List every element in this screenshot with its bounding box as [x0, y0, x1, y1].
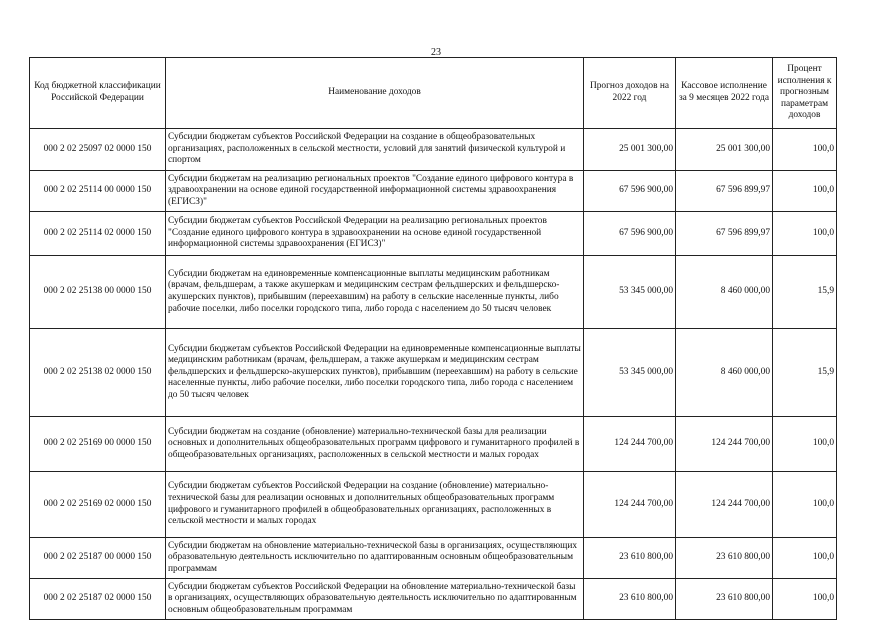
row-name: Субсидии бюджетам субъектов Российской Федерации на единовременные компенсационные выплаты медицинским работникам (врачам, фельдшерам, а также акушеркам и медицинским сестрам фельдшерских и фельдшерско-акушерских пунктов), прибывшим (переехавшим) на работу в сельские населенные пункты, либо рабочие поселки, либо поселки городского типа, либо города с населением до 50 тысяч человек: [166, 329, 584, 417]
row-name: Субсидии бюджетам субъектов Российской Федерации на создание в общеобразовательных организациях, расположенных в сельской местности, условий для занятий физической культурой и спортом: [166, 129, 584, 171]
row-executed: 67 596 899,97: [676, 171, 773, 212]
table-row: [30, 171, 837, 212]
row-code: 000 2 02 25187 02 0000 150: [30, 579, 166, 620]
row-executed: 67 596 899,97: [676, 212, 773, 256]
header-name: Наименование доходов: [166, 58, 584, 129]
row-name: Субсидии бюджетам на единовременные компенсационные выплаты медицинским работникам (врачам, фельдшерам, а также акушеркам и медицинским сестрам фельдшерских и фельдшерско-акушерских пунктов), прибывшим (переехавшим) на работу в сельские населенные пункты, либо рабочие поселки, либо поселки городского типа, либо города с населением до 50 тысяч человек: [166, 256, 584, 329]
row-code: 000 2 02 25114 00 0000 150: [30, 171, 166, 212]
row-executed: 124 244 700,00: [676, 417, 773, 472]
row-forecast: 23 610 800,00: [584, 579, 676, 620]
row-name: Субсидии бюджетам субъектов Российской Федерации на создание (обновление) материально-технической базы для реализации основных и дополнительных общеобразовательных программ цифрового и гуманитарного профилей в общеобразовательных организациях, расположенных в сельской местности и малых городах: [166, 472, 584, 538]
row-executed: 23 610 800,00: [676, 538, 773, 579]
row-code: 000 2 02 25138 02 0000 150: [30, 329, 166, 417]
row-name: Субсидии бюджетам на создание (обновление) материально-технической базы для реализации основных и дополнительных общеобразовательных программ цифрового и гуманитарного профилей в общеобразовательных организациях, расположенных в сельской местности и малых городах: [166, 417, 584, 472]
row-forecast: 67 596 900,00: [584, 212, 676, 256]
row-percent: 15,9: [773, 329, 837, 417]
row-forecast: 53 345 000,00: [584, 329, 676, 417]
table-row: [30, 212, 837, 256]
row-code: 000 2 02 25187 00 0000 150: [30, 538, 166, 579]
table-row: [30, 417, 837, 472]
row-name: Субсидии бюджетам на обновление материально-технической базы в организациях, осуществляющих образовательную деятельность исключительно по адаптированным основным общеобразовательным программам: [166, 538, 584, 579]
row-percent: 100,0: [773, 579, 837, 620]
table-header-row: [30, 58, 837, 129]
row-forecast: 67 596 900,00: [584, 171, 676, 212]
row-code: 000 2 02 25097 02 0000 150: [30, 129, 166, 171]
table-row: [30, 472, 837, 538]
row-percent: 100,0: [773, 538, 837, 579]
row-executed: 23 610 800,00: [676, 579, 773, 620]
row-code: 000 2 02 25169 02 0000 150: [30, 472, 166, 538]
row-percent: 100,0: [773, 129, 837, 171]
row-code: 000 2 02 25169 00 0000 150: [30, 417, 166, 472]
row-percent: 15,9: [773, 256, 837, 329]
row-executed: 124 244 700,00: [676, 472, 773, 538]
row-code: 000 2 02 25138 00 0000 150: [30, 256, 166, 329]
row-executed: 25 001 300,00: [676, 129, 773, 171]
table-row: [30, 129, 837, 171]
header-percent: Процент исполнения к прогнозным параметрам доходов: [773, 58, 837, 129]
header-code: Код бюджетной классификации Российской Федерации: [30, 58, 166, 129]
row-name: Субсидии бюджетам субъектов Российской Федерации на реализацию региональных проектов "Создание единого цифрового контура в здравоохранении на основе единой государственной информационной системы здравоохранения (ЕГИСЗ)": [166, 212, 584, 256]
header-forecast: Прогноз доходов на 2022 год: [584, 58, 676, 129]
row-executed: 8 460 000,00: [676, 329, 773, 417]
header-executed: Кассовое исполнение за 9 месяцев 2022 года: [676, 58, 773, 129]
row-executed: 8 460 000,00: [676, 256, 773, 329]
row-percent: 100,0: [773, 417, 837, 472]
row-code: 000 2 02 25114 02 0000 150: [30, 212, 166, 256]
row-forecast: 124 244 700,00: [584, 417, 676, 472]
table-row: [30, 579, 837, 620]
page-number: 23: [431, 47, 441, 58]
revenue-table: [29, 57, 837, 620]
row-forecast: 53 345 000,00: [584, 256, 676, 329]
table-row: [30, 256, 837, 329]
table-row: [30, 538, 837, 579]
row-forecast: 23 610 800,00: [584, 538, 676, 579]
row-forecast: 25 001 300,00: [584, 129, 676, 171]
row-percent: 100,0: [773, 472, 837, 538]
row-forecast: 124 244 700,00: [584, 472, 676, 538]
row-name: Субсидии бюджетам на реализацию региональных проектов "Создание единого цифрового контура в здравоохранении на основе единой государственной информационной системы здравоохранения (ЕГИСЗ)": [166, 171, 584, 212]
row-percent: 100,0: [773, 212, 837, 256]
row-percent: 100,0: [773, 171, 837, 212]
row-name: Субсидии бюджетам субъектов Российской Федерации на обновление материально-технической базы в организациях, осуществляющих образовательную деятельность исключительно по адаптированным основным общеобразовательным программам: [166, 579, 584, 620]
table-row: [30, 329, 837, 417]
